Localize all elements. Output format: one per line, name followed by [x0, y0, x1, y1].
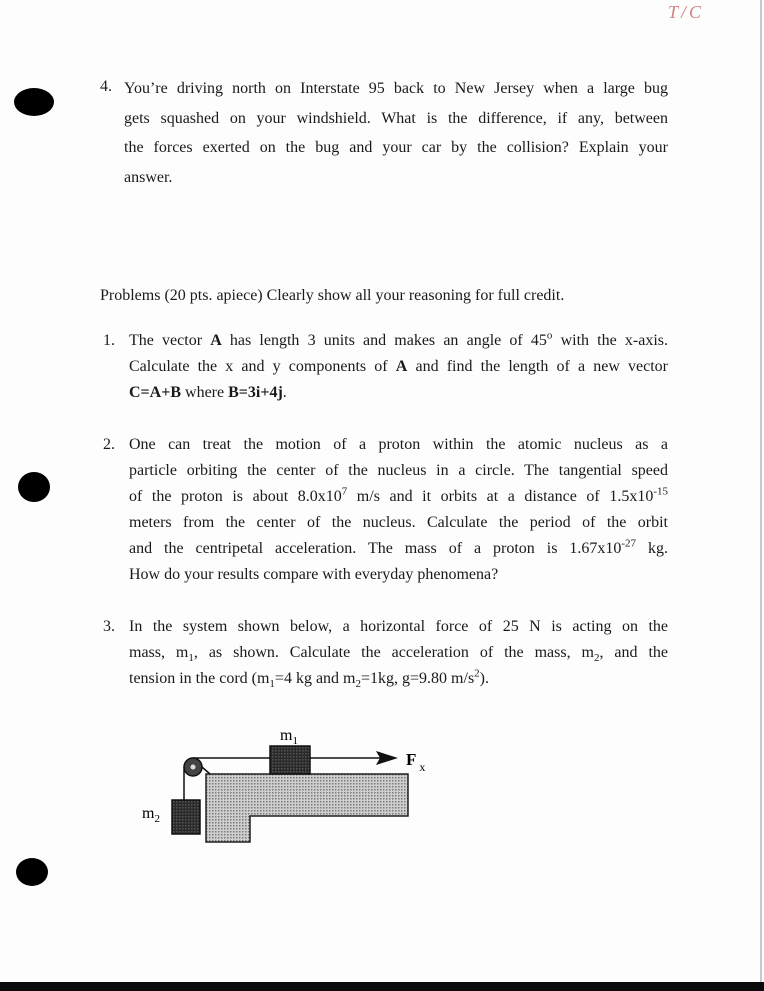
question-4-text: [124, 74, 668, 189]
question-4-line: answer.: [124, 168, 173, 186]
problem-1-number: 1.: [103, 332, 115, 349]
problems-header: Problems (20 pts. apiece) Clearly show all your reasoning for full credit.: [100, 287, 565, 304]
binder-hole-top: [14, 88, 54, 116]
problem-1-text: [129, 328, 668, 406]
table-surface: [206, 774, 408, 842]
pulley-axle: [191, 765, 196, 770]
corner-annotation: T/C: [668, 2, 705, 22]
problem-2-line: of the proton is about $8.0x10^7$ m/s and it orbits at a distance of $1.5x10^{-15}$: [129, 485, 669, 505]
problem-2-line: meters from the center of the nucleus. Calculate the period of the orbit: [129, 514, 668, 531]
question-4-line: You’re driving north on Interstate 95 back to New Jersey when a large bug: [124, 80, 668, 97]
m1-label: $m_1$: [280, 727, 298, 747]
scan-bottom-edge: [0, 982, 764, 991]
problem-1-line: Calculate the x and y components of A and find the length of a new vector: [129, 358, 668, 375]
problem-2-number: 2.: [103, 436, 115, 453]
question-4-line: the forces exerted on the bug and your car by the collision? Explain your: [124, 139, 668, 156]
binder-hole-middle: [18, 472, 50, 502]
problem-2-line: How do your results compare with everyday phenomena?: [129, 566, 499, 583]
problem-3-line: tension in the cord ($m_1=4$ kg and $m_2=1kg$, g=9.80 $m/s^2$).: [129, 667, 489, 691]
problem-1-line: The vector A has length 3 units and makes an angle of 45$^o$ with the x-axis.: [129, 329, 668, 349]
mass-m2-block: [172, 800, 200, 834]
mass-m1-block: [270, 746, 310, 774]
problem-3-line: mass, $m_1$, as shown. Calculate the acceleration of the mass, $m_2$, and the: [129, 644, 668, 665]
m2-label: $m_2$: [142, 805, 160, 825]
problem-3-line: In the system shown below, a horizontal force of 25 N is acting on the: [129, 618, 668, 635]
pulley-mount: [202, 767, 210, 774]
question-4-line: gets squashed on your windshield. What is the difference, if any, between: [124, 109, 668, 127]
binder-hole-bottom: [16, 858, 48, 886]
problem-2-text: [129, 432, 668, 588]
page-edge-shadow: [760, 0, 762, 982]
problem-2-line: and the centripetal acceleration. The mass of a proton is $1.67x10^{-27}$ kg.: [129, 537, 668, 557]
force-label: F $_x$: [406, 750, 426, 774]
question-4-number: 4.: [100, 78, 112, 95]
problem-2-line: One can treat the motion of a proton within the atomic nucleus as a: [129, 436, 668, 453]
problem-3-number: 3.: [103, 618, 115, 635]
problem-1-line: C=A+B where B=3i+4j.: [129, 384, 287, 401]
problem-3-text: [129, 614, 668, 692]
problem-2-line: particle orbiting the center of the nucleus in a circle. The tangential speed: [129, 462, 668, 479]
pulley-diagram: [140, 720, 460, 850]
